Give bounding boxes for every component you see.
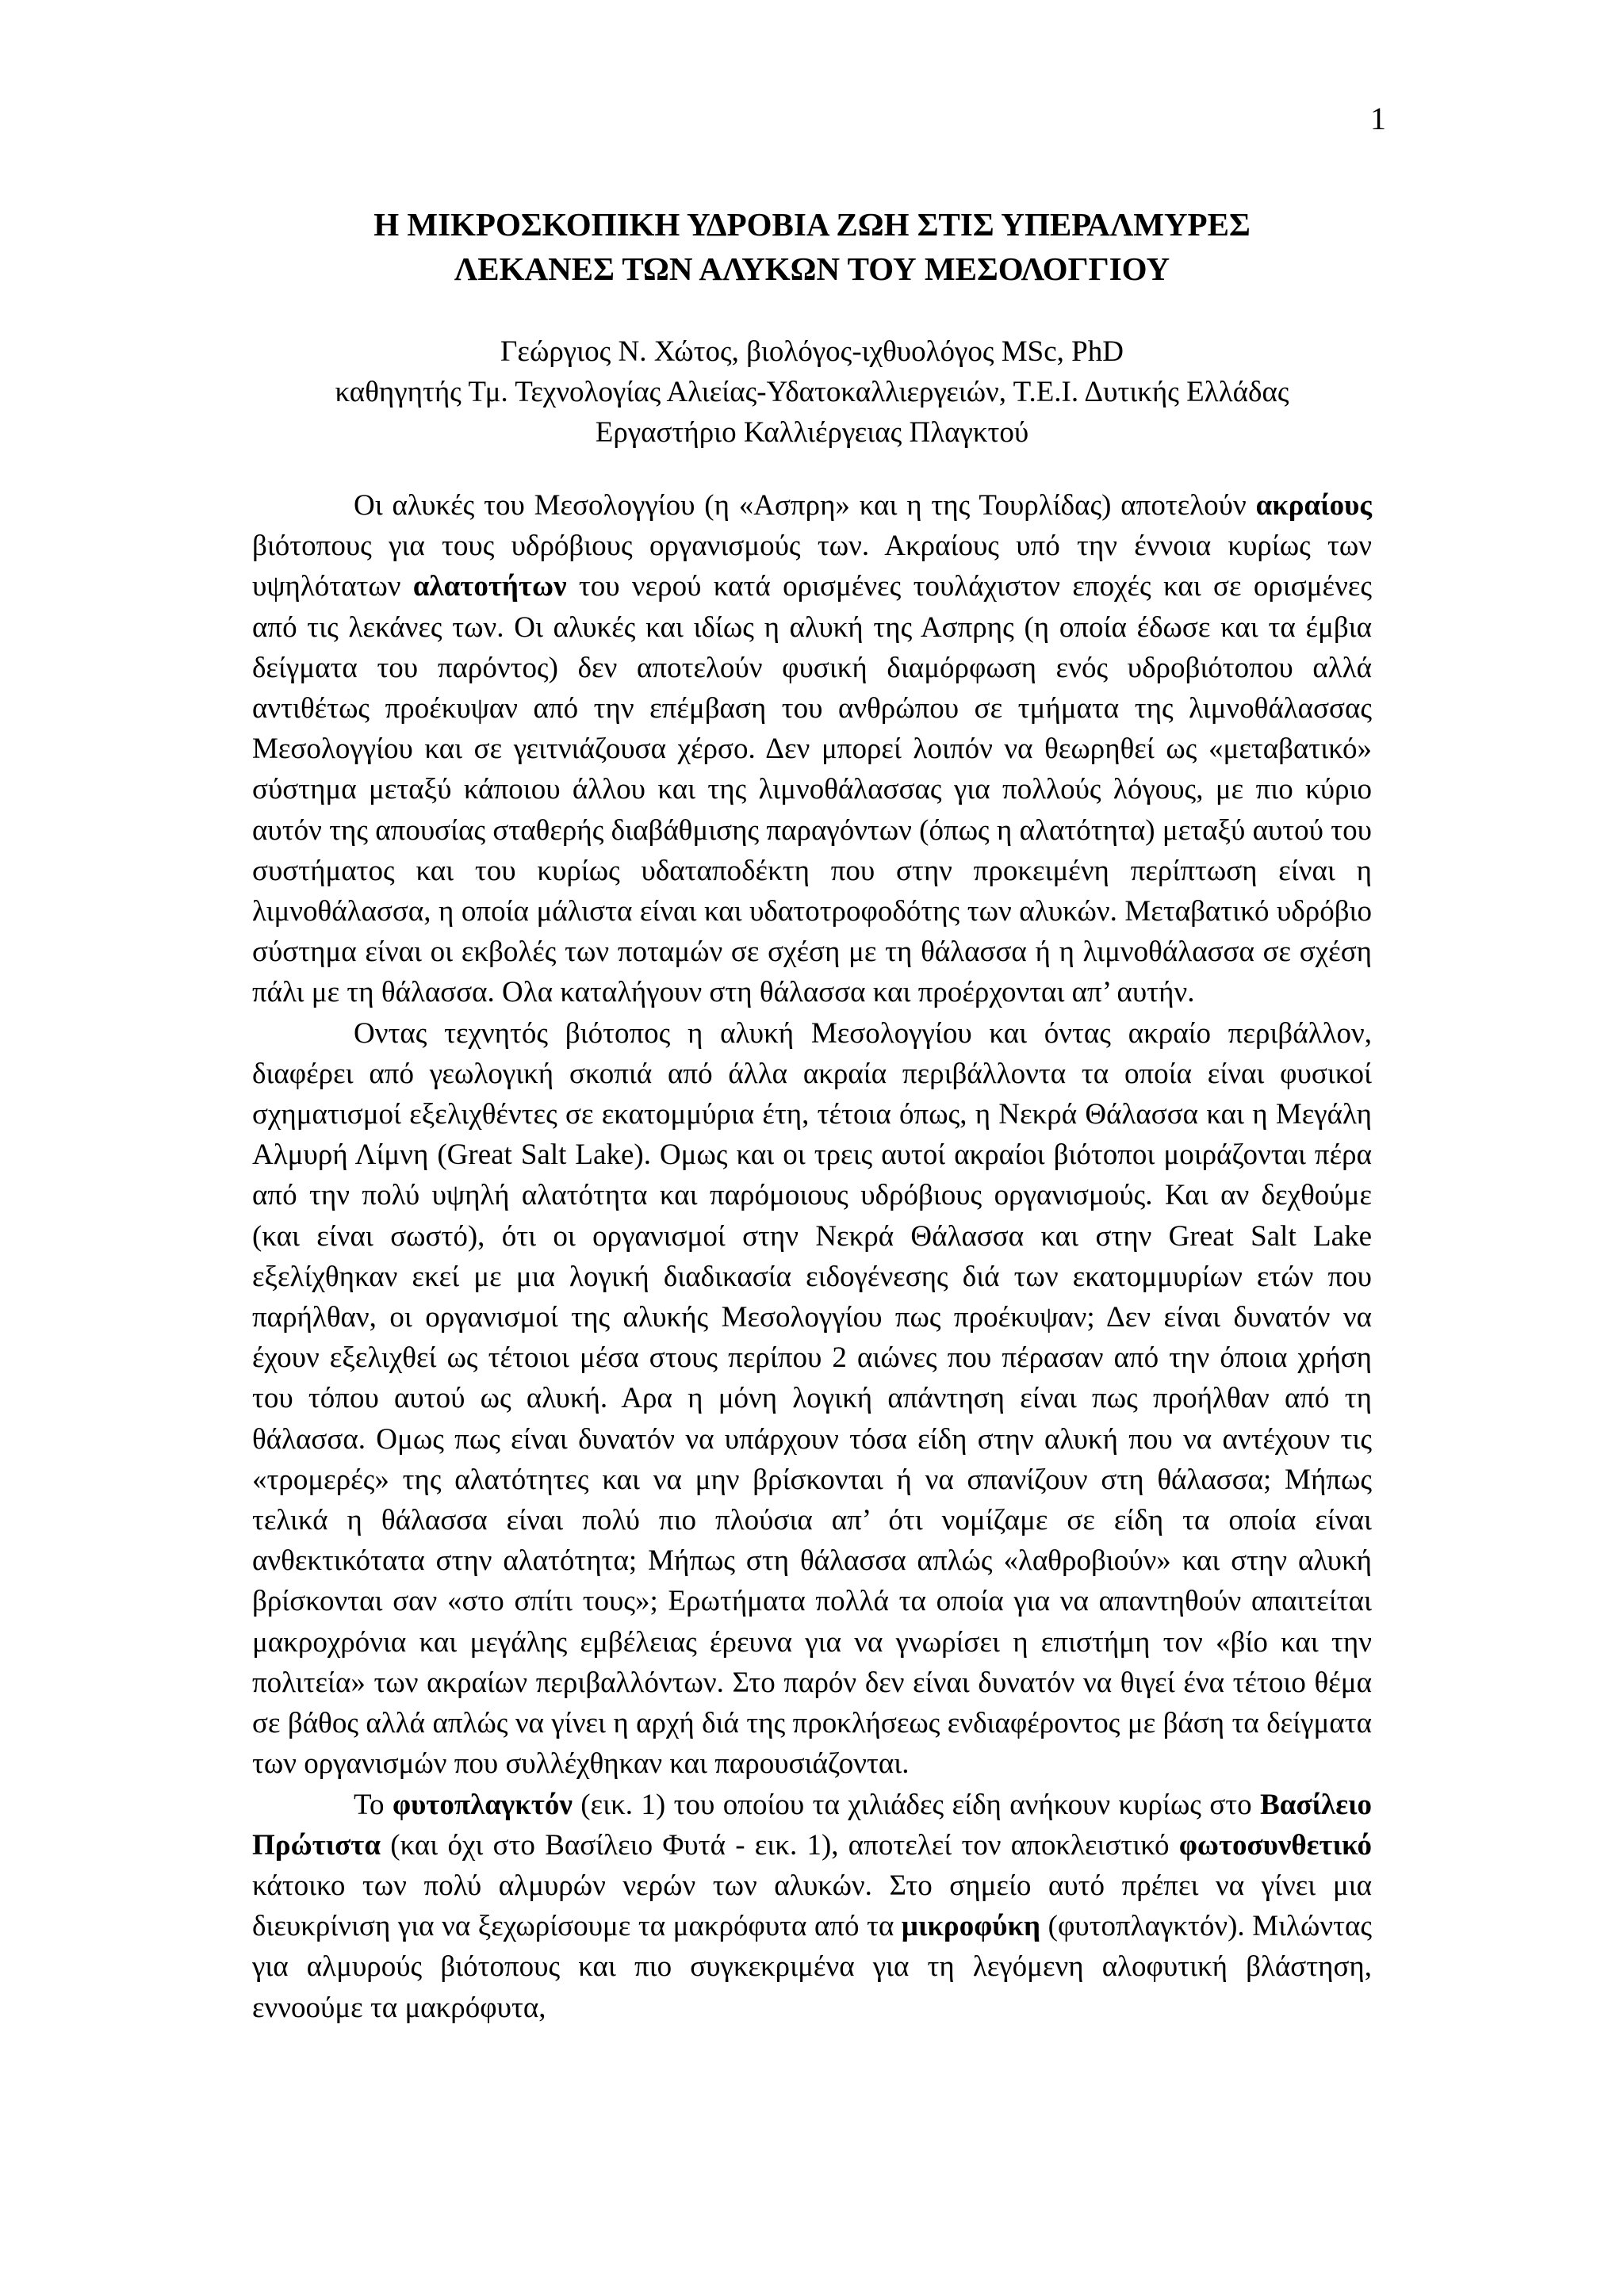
- author-block: [238, 331, 1386, 453]
- p3-bold-4: μικροφύκη: [901, 1910, 1041, 1943]
- p1-text-3: του νερού κατά ορισμένες τουλάχιστον εποχές και σε ορισμένες από τις λεκάνες των. Οι αλυκές και ιδίως η αλυκή της Ασπρης (η οποία έδωσε και τα έμβια δείγματα του παρόντος) δεν αποτελούν φυσική διαμόρφωση ενός υδροβιότοπου αλλά αντιθέτως προέκυψαν από την επέμβαση του ανθρώπου σε τμήματα της λιμνοθάλασσας Μεσολογγίου και σε γειτνιάζουσα χέρσο. Δεν μπορεί λοιπόν να θεωρηθεί ως «μεταβατικό» σύστημα μεταξύ κάποιου άλλου και της λιμνοθάλασσας για πολλούς λόγους, με πιο κύριο αυτόν της απουσίας σταθερής διαβάθμισης παραγόντων (όπως η αλατότητα) μεταξύ αυτού του συστήματος και του κυρίως υδαταποδέκτη που στην προκειμένη περίπτωση είναι η λιμνοθάλασσα, η οποία μάλιστα είναι και υδατοτροφοδότης των αλυκών. Μεταβατικό υδρόβιο σύστημα είναι οι εκβολές των ποταμών σε σχέση με τη θάλασσα ή η λιμνοθάλασσα σε σχέση πάλι με τη θάλασσα. Ολα καταλήγουν στη θάλασσα και προέρχονται απ’ αυτήν.: [252, 570, 1372, 1009]
- author-lab: Εργαστήριο Καλλιέργειας Πλαγκτού: [595, 416, 1029, 449]
- p1-text-1: Οι αλυκές του Μεσολογγίου (η «Ασπρη» και η της Τουρλίδας) αποτελούν: [354, 489, 1256, 522]
- p3-text-4: κάτοικο των πολύ αλμυρών νερών των αλυκών. Στο σημείο αυτό πρέπει να γίνει μια διευκρίνιση για να ξεχωρίσουμε τα μακρόφυτα από τα: [252, 1869, 1372, 1943]
- p3-bold-3: φωτοσυνθετικό: [1178, 1828, 1372, 1862]
- p3-text-2: (εικ. 1) του οποίου τα χιλιάδες είδη ανήκουν κυρίως στο: [572, 1788, 1261, 1821]
- p3-bold-1: φυτοπλαγκτόν: [392, 1788, 573, 1821]
- p1-bold-1: ακραίους: [1255, 489, 1372, 522]
- p1-bold-2: αλατοτήτων: [412, 570, 567, 603]
- p3-bold-2: Βασίλειο Πρώτιστα: [252, 1788, 1372, 1862]
- author-name: Γεώργιος Ν. Χώτος, βιολόγος-ιχθυολόγος MSc, PhD: [500, 335, 1124, 368]
- p3-text-3: (και όχι στο Βασίλειο Φυτά - εικ. 1), αποτελεί τον αποκλειστικό: [380, 1828, 1179, 1862]
- page-number: 1: [1370, 101, 1386, 136]
- title-line-1: Η ΜΙΚΡΟΣΚΟΠΙΚΗ ΥΔΡΟΒΙΑ ΖΩΗ ΣΤΙΣ ΥΠΕΡΑΛΜΥΡΕΣ: [373, 206, 1251, 243]
- document-title: [238, 202, 1386, 291]
- p3-text-1: Το: [354, 1788, 393, 1821]
- paragraph-1: [252, 485, 1372, 1013]
- body-text: [252, 485, 1372, 2028]
- author-position: καθηγητής Τμ. Τεχνολογίας Αλιείας-Υδατοκαλλιεργειών, Τ.Ε.Ι. Δυτικής Ελλάδας: [335, 376, 1289, 408]
- p3-text-5: (φυτοπλαγκτόν). Μιλώντας για αλμυρούς βιότοπους και πιο συγκεκριμένα για τη λεγόμενη αλοφυτική βλάστηση, εννοούμε τα μακρόφυτα,: [252, 1910, 1372, 2024]
- p1-text-2: βιότοπους για τους υδρόβιους οργανισμούς των. Ακραίους υπό την έννοια κυρίως των υψηλότατων: [252, 530, 1372, 603]
- paragraph-3: [252, 1785, 1372, 2028]
- title-line-2: ΛΕΚΑΝΕΣ ΤΩΝ ΑΛΥΚΩΝ ΤΟΥ ΜΕΣΟΛΟΓΓΙΟΥ: [454, 251, 1170, 287]
- paragraph-2: Οντας τεχνητός βιότοπος η αλυκή Μεσολογγίου και όντας ακραίο περιβάλλον, διαφέρει από γεωλογική σκοπιά από άλλα ακραία περιβάλλοντα τα οποία είναι φυσικοί σχηματισμοί εξελιχθέντες σε εκατομμύρια έτη, τέτοια όπως, η Νεκρά Θάλασσα και η Μεγάλη Αλμυρή Λίμνη (Great Salt Lake). Ομως και οι τρεις αυτοί ακραίοι βιότοποι μοιράζονται πέρα από την πολύ υψηλή αλατότητα και παρόμοιους υδρόβιους οργανισμούς. Και αν δεχθούμε (και είναι σωστό), ότι οι οργανισμοί στην Νεκρά Θάλασσα και στην Great Salt Lake εξελίχθηκαν εκεί με μια λογική διαδικασία ειδογένεσης διά των εκατομμυρίων ετών που παρήλθαν, οι οργανισμοί της αλυκής Μεσολογγίου πως προέκυψαν; Δεν είναι δυνατόν να έχουν εξελιχθεί ως τέτοιοι μέσα στους περίπου 2 αιώνες που πέρασαν από την όποια χρήση του τόπου αυτού ως αλυκή. Αρα η μόνη λογική απάντηση είναι πως προήλθαν από τη θάλασσα. Ομως πως είναι δυνατόν να υπάρχουν τόσα είδη στην αλυκή που να αντέχουν τις «τρομερές» της αλατότητες και να μην βρίσκονται ή να σπανίζουν στη θάλασσα; Μήπως τελικά η θάλασσα είναι πολύ πιο πλούσια απ’ ότι νομίζαμε σε είδη τα οποία είναι ανθεκτικότατα στην αλατότητα; Μήπως στη θάλασσα απλώς «λαθροβιούν» και στην αλυκή βρίσκονται σαν «στο σπίτι τους»; Ερωτήματα πολλά τα οποία για να απαντηθούν απαιτείται μακροχρόνια και μεγάλης εμβέλειας έρευνα για να γνωρίσει η επιστήμη τον «βίο και την πολιτεία» των ακραίων περιβαλλόντων. Στο παρόν δεν είναι δυνατόν να θιγεί ένα τέτοιο θέμα σε βάθος αλλά απλώς να γίνει η αρχή διά της προκλήσεως ενδιαφέροντος με βάση τα δείγματα των οργανισμών που συλλέχθηκαν και παρουσιάζονται.: [252, 1016, 1372, 1781]
